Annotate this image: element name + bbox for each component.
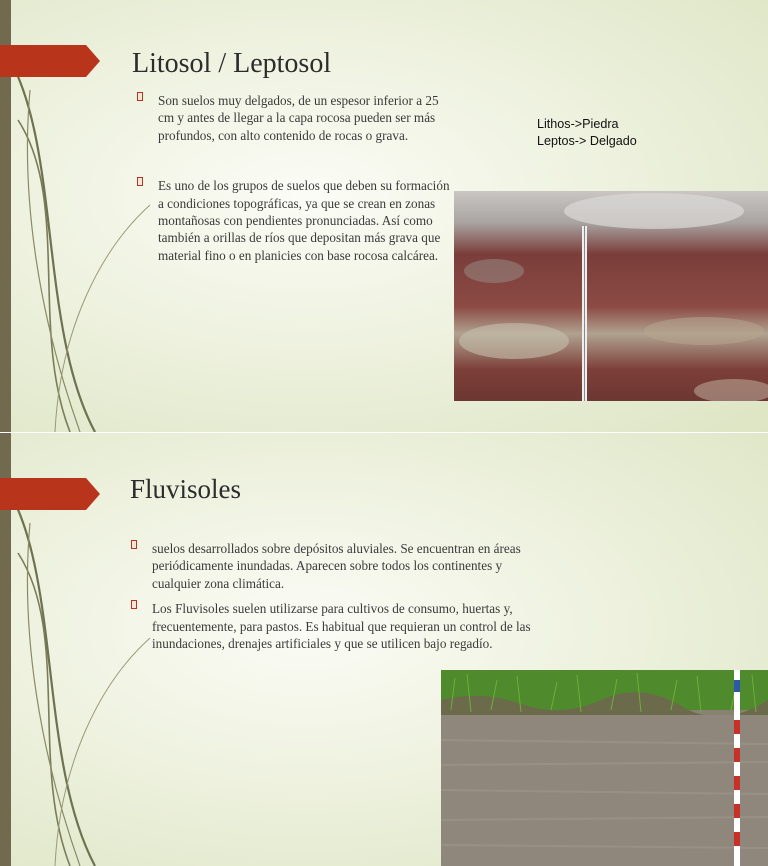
bullet-icon	[137, 177, 143, 186]
list-item	[152, 600, 547, 652]
etymology-line: Lithos->Piedra	[537, 117, 619, 131]
slide-fluvisoles	[0, 433, 768, 866]
bullet-icon	[131, 600, 137, 609]
slide-title: Fluvisoles	[130, 474, 242, 504]
bullet-text: Son suelos muy delgados, de un espesor inferior a 25 cm y antes de llegar a la capa rocosa pueden ser más profundos, con alto contenido de rocas o grava.	[158, 93, 439, 143]
list-item	[152, 540, 547, 592]
soil-profile-photo	[454, 191, 768, 401]
bullet-icon	[131, 540, 137, 549]
bullet-icon	[137, 92, 143, 101]
bullet-list	[158, 92, 453, 264]
fluvisol-profile-photo	[441, 670, 768, 866]
bullet-text: Los Fluvisoles suelen utilizarse para cultivos de consumo, huertas y, frecuentemente, para pastos. Es habitual que requieran un control de las inundaciones, drenajes artificiales y que se utilicen bajo regadío.	[152, 601, 531, 652]
title-arrow-marker	[0, 45, 100, 77]
slide-litosol	[0, 0, 768, 432]
bullet-text: Es uno de los grupos de suelos que deben su formación a condiciones topográficas, ya que se crean en zonas montañosas con pendientes pronunciadas. Así como también a orillas de ríos que depositan más grava que material fino o en planicies con base rocosa calcárea.	[158, 178, 450, 263]
etymology-line: Leptos-> Delgado	[537, 134, 637, 148]
slide-title: Litosol / Leptosol	[132, 48, 332, 79]
title-arrow-marker	[0, 478, 100, 510]
bullet-text: suelos desarrollados sobre depósitos aluviales. Se encuentran en áreas periódicamente inundadas. Aparecen sobre todos los continentes y cualquier zona climática.	[152, 541, 521, 591]
bullet-list	[152, 540, 547, 652]
list-item	[158, 92, 453, 144]
etymology-note	[537, 116, 637, 150]
list-item	[158, 177, 453, 264]
